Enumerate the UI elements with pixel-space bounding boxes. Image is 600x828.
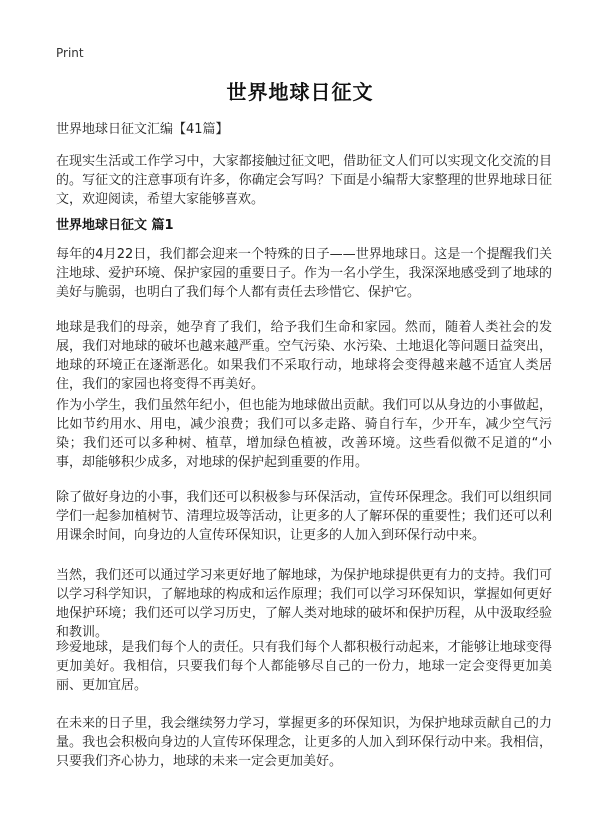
body-paragraph-4: 除了做好身边的小事，我们还可以积极参与环保活动，宣传环保理念。我们可以组织同学们一起参加植树节、清理垃圾等活动，让更多的人了解环保的重要性；我们还可以利用课余时间，向身边的人宣传环保知识，让更多的人加入到环保行动中来。 (56, 490, 552, 543)
intro-paragraph: 在现实生活或工作学习中，大家都接触过征文吧，借助征文人们可以实现文化交流的目的。写征文的注意事项有许多，你确定会写吗？下面是小编帮大家整理的世界地球日征文，欢迎阅读，希望大家能够喜欢。 (56, 154, 552, 207)
body-paragraph-2: 地球是我们的母亲，她孕育了我们，给予我们生命和家园。然而，随着人类社会的发展，我们对地球的破坏也越来越严重。空气污染、水污染、土地退化等问题日益突出，地球的环境正在逐渐恶化。如果我们不采取行动，地球将会变得越来越不适宜人类居住，我们的家园也将变得不再美好。 (56, 320, 552, 392)
body-paragraph-6: 珍爱地球，是我们每个人的责任。只有我们每个人都积极行动起来，才能够让地球变得更加美好。我相信，只要我们每个人都能够尽自己的一份力，地球一定会变得更加美丽、更加宜居。 (56, 640, 552, 693)
body-paragraph-5: 当然，我们还可以通过学习来更好地了解地球，为保护地球提供更有力的支持。我们可以学习科学知识，了解地球的构成和运作原理；我们可以学习环保知识，掌握如何更好地保护环境；我们还可以学习历史，了解人类对地球的破坏和保护历程，从中汲取经验和教训。 (56, 568, 552, 640)
print-link[interactable]: Print (56, 46, 84, 60)
page-title: 世界地球日征文 (226, 80, 374, 104)
collection-subtitle: 世界地球日征文汇编【41篇】 (56, 122, 229, 137)
body-paragraph-3: 作为小学生，我们虽然年纪小，但也能为地球做出贡献。我们可以从身边的小事做起，比如节约用水、用电，减少浪费；我们可以多走路、骑自行车，少开车，减少空气污染；我们还可以多种树、植草，增加绿色植被，改善环境。这些看似微不足道的“小事，却能够积少成多，对地球的保护起到重要的作用。 (56, 398, 552, 470)
section-heading: 世界地球日征文 篇1 (56, 218, 174, 233)
body-paragraph-7: 在未来的日子里，我会继续努力学习，掌握更多的环保知识，为保护地球贡献自己的力量。我也会积极向身边的人宣传环保理念，让更多的人加入到环保行动中来。我相信，只要我们齐心协力，地球的未来一定会更加美好。 (56, 716, 552, 769)
body-paragraph-1: 每年的4月22日，我们都会迎来一个特殊的日子——世界地球日。这是一个提醒我们关注地球、爱护环境、保护家园的重要日子。作为一名小学生，我深深地感受到了地球的美好与脆弱，也明白了我们每个人都有责任去珍惜它、保护它。 (56, 247, 552, 300)
